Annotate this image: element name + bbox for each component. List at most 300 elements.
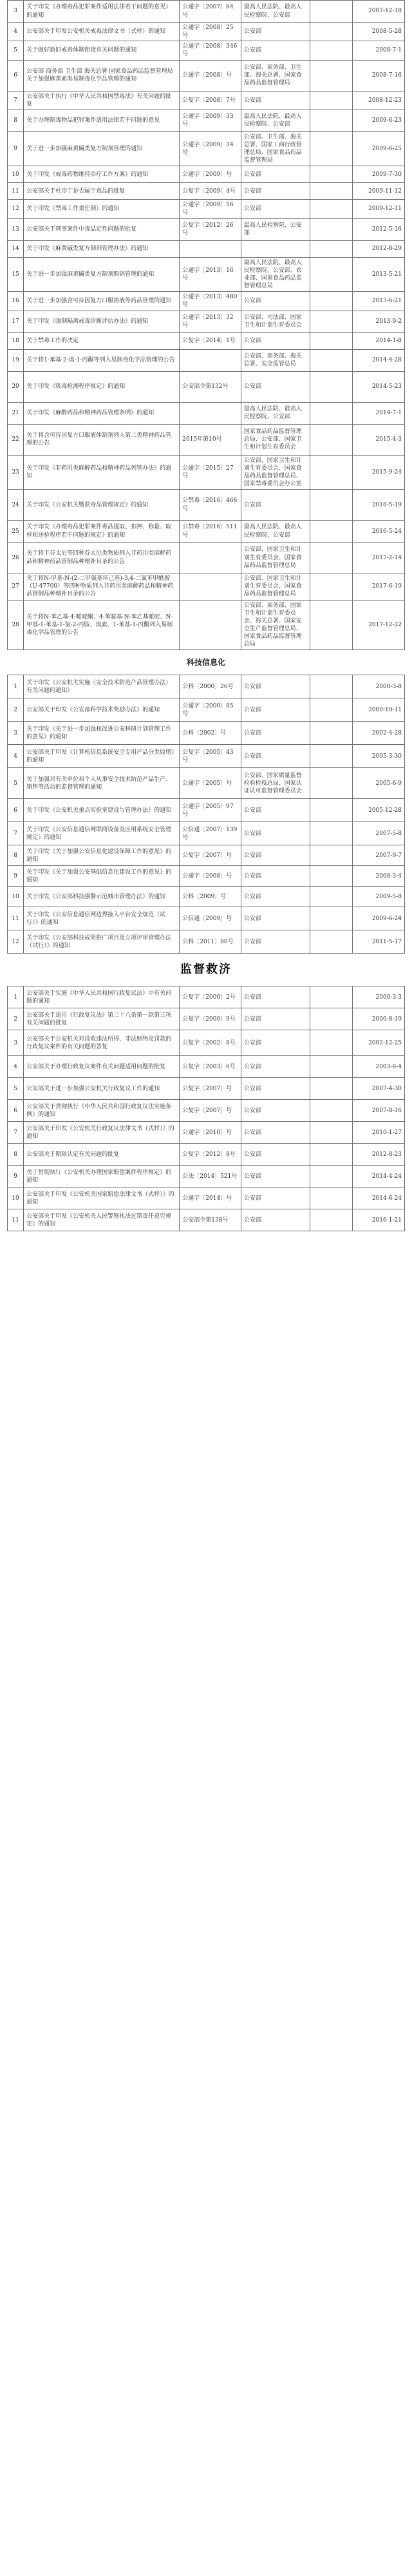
row-title: 关于印发《麻醉药品和精神药品管理条例》的通知 [24,402,180,424]
row-number: 9 [8,866,24,887]
row-issuer: 公安部、商务部、国家卫生和计划生育委员会、海关总署、国家安全生产监督管理总局、国家食品药品监督管理总局 [241,600,310,650]
row-title: 关于办理制毒物品犯罪案件适用法律若干问题的意见 [24,110,180,131]
row-extra [310,23,352,41]
table-row [8,1100,405,1122]
row-number: 2 [8,698,24,722]
row-doc-number: 公复字〔2000〕2号 [180,986,241,1008]
table-row [8,131,405,166]
table-row [8,311,405,332]
row-issuer: 公安部 [241,799,310,822]
row-extra [310,1030,352,1056]
table-row [8,371,405,402]
table-row [8,768,405,799]
row-issuer: 公安部、国家卫生和计划生育委员会、国家食品药品监督管理总局 [241,543,310,573]
row-issuer: 公安部 [241,292,310,311]
row-title: 关于印发《公安机关重点实验室建设与管理办法》的通知 [24,799,180,822]
row-doc-number: 公信通〔2009〕号 [180,907,241,930]
row-doc-number: 公通字〔2015〕27号 [180,455,241,490]
row-date: 2014-1-8 [352,332,404,349]
table-row [8,1056,405,1078]
row-issuer: 公安部 [241,91,310,110]
row-number: 4 [8,745,24,768]
row-title: 公安部关于印发《计算机信息系统安全专用产品分类原则》的通知 [24,745,180,768]
row-number: 4 [8,1056,24,1078]
row-title: 公安部关于印发《公安机关行政复议法律文书（式样）》的通知 [24,1122,180,1144]
row-issuer: 公安部 [241,866,310,887]
row-extra [310,110,352,131]
row-issuer: 公安部、卫生部、海关总署、国家工商行政管理总局、国家食品药品监督管理局 [241,131,310,166]
row-issuer [241,240,310,257]
row-extra [310,349,352,371]
table-row [8,799,405,822]
row-date: 2009-5-8 [352,887,404,907]
row-doc-number [180,402,241,424]
row-date: 2008-5-28 [352,23,404,41]
table-row [8,91,405,110]
table-row [8,455,405,490]
row-number: 9 [8,1166,24,1187]
row-extra [310,183,352,200]
row-number: 5 [8,768,24,799]
row-doc-number: 公复字〔2003〕6号 [180,1056,241,1078]
row-extra [310,543,352,573]
table-row [8,930,405,954]
row-doc-number: 公科〔2009〕号 [180,887,241,907]
row-issuer: 公安部 [241,1078,310,1100]
row-extra [310,822,352,845]
table-row [8,60,405,91]
row-number: 27 [8,573,24,600]
row-issuer: 最高人民法院、最高人民检察院、公安部 [241,402,310,424]
row-number: 11 [8,183,24,200]
row-doc-number: 公法〔2014〕521号 [180,1166,241,1187]
row-number: 26 [8,543,24,573]
row-extra [310,573,352,600]
row-date: 2009-6-24 [352,907,404,930]
row-date: 2014-6-24 [352,1187,404,1209]
section-title-jiandu: 监督救济 [180,963,232,977]
row-doc-number: 公通字〔2009〕33号 [180,110,241,131]
row-number: 6 [8,799,24,822]
table-row [8,349,405,371]
row-extra [310,845,352,866]
table-row [8,600,405,650]
table-row [8,490,405,521]
row-extra [310,490,352,521]
row-doc-number: 公复字〔2000〕9号 [180,1008,241,1030]
row-extra [310,131,352,166]
row-extra [310,1166,352,1187]
row-date: 2009-6-25 [352,131,404,166]
row-title: 公安部关于进一步加强公安机关行政复议工作的通知 [24,1078,180,1100]
row-date: 2015-4-3 [352,424,404,455]
row-title: 关于印发《公安信息通信网联网设备及应用系统安全管理规定》的通知 [24,822,180,845]
row-issuer: 公安部 [241,745,310,768]
row-doc-number: 公通字〔2000〕85号 [180,698,241,722]
row-issuer: 公安部 [241,490,310,521]
row-date: 2005-6-9 [352,768,404,799]
row-title: 关于印发《公安机关实施〈安全技术防范产品管理办法〉有关问题的通知》 [24,675,180,698]
table-row [8,907,405,930]
row-number: 22 [8,424,24,455]
table-row [8,240,405,257]
row-date: 2014-4-28 [352,349,404,371]
row-issuer: 公安部、国家质量监督检验检疫总局、国家认证认可监督管理委员会 [241,768,310,799]
row-number: 1 [8,986,24,1008]
row-doc-number: 公通字〔2009〕56号 [180,200,241,218]
row-title: 关于印发《吸毒检测程序规定》的通知 [24,371,180,402]
row-doc-number: 公复字〔2012〕26号 [180,218,241,240]
table-row [8,1187,405,1209]
row-doc-number: 公科〔2002〕号 [180,722,241,745]
row-date: 2002-4-28 [352,722,404,745]
row-number: 5 [8,1078,24,1100]
row-date: 2015-9-24 [352,455,404,490]
row-date: 2017-6-19 [352,573,404,600]
row-title: 公安部关于印发《公安部科学技术奖励办法》的通知 [24,698,180,722]
row-title: 关于进一步加强含可待因复方口服溶液等药品管理的通知 [24,292,180,311]
row-date: 2000-10-11 [352,698,404,722]
table-row [8,1166,405,1187]
row-extra [310,1056,352,1078]
row-extra [310,907,352,930]
row-number: 6 [8,1100,24,1122]
row-date: 2007-4-30 [352,1078,404,1100]
row-issuer: 国家食品药品监督管理总局、公安部、国家卫生和计划生育委员会 [241,424,310,455]
row-number: 3 [8,1030,24,1056]
row-title: 关于进一步加强麻黄碱类复方制剂管理的通知 [24,131,180,166]
row-doc-number [180,600,241,650]
row-doc-number: 公通字〔2013〕16号 [180,257,241,292]
section-title-keji: 科技信息化 [186,658,225,668]
row-number: 7 [8,91,24,110]
row-number: 24 [8,490,24,521]
row-issuer: 公安部 [241,166,310,183]
row-date: 2009-7-30 [352,166,404,183]
row-issuer: 公安部 [241,1209,310,1231]
row-extra [310,1,352,23]
row-number: 16 [8,292,24,311]
row-title: 公安部关于杜冷丁是否属于毒品的批复 [24,183,180,200]
table-row [8,1008,405,1030]
row-title: 关于加强对有关单位和个人从事安全技术防范产品生产、销售等活动的监督管理的通知 [24,768,180,799]
row-title: 关于将N-苯乙基-4-哌啶酮、4-苯胺基-N-苯乙基哌啶、N-甲基-1-苯基-1-氯-2-丙胺、溴素、1-苯基-1-丙酮列入易制毒化学品管理的公告 [24,600,180,650]
row-title: 关于禁毒工作的决定 [24,332,180,349]
row-extra [310,257,352,292]
row-title: 关于印发《关于加强公安基础信息化建设工作的意见》的通知 [24,866,180,887]
row-extra [310,887,352,907]
row-number: 28 [8,600,24,650]
table-row [8,257,405,292]
row-extra [310,799,352,822]
row-extra [310,1144,352,1166]
table-row [8,1,405,23]
row-doc-number [180,349,241,371]
table-row [8,543,405,573]
row-doc-number: 公通字〔2005〕号 [180,768,241,799]
row-number: 20 [8,371,24,402]
row-extra [310,600,352,650]
row-title: 关于印发《禁毒工作责任制》的通知 [24,200,180,218]
row-issuer: 公安部 [241,845,310,866]
row-number: 8 [8,1144,24,1166]
row-doc-number: 公通字〔2008〕号 [180,866,241,887]
row-number: 23 [8,455,24,490]
row-number: 6 [8,60,24,91]
row-number: 7 [8,822,24,845]
regulation-table-drug-control [7,0,405,650]
regulation-table-keji [7,675,405,954]
row-extra [310,1100,352,1122]
row-date: 2012-5-16 [352,218,404,240]
row-date: 2014-4-24 [352,1166,404,1187]
table-row [8,675,405,698]
row-title: 关于印发《办理毒品犯罪案件适用法律若干问题的意见》的通知 [24,1,180,23]
table-row [8,698,405,722]
regulation-table-jiandu [7,986,405,1231]
row-doc-number: 公安部令第138号 [180,1209,241,1231]
row-number: 4 [8,23,24,41]
row-extra [310,371,352,402]
row-date: 2009-11-12 [352,183,404,200]
table-row [8,1078,405,1100]
row-date: 2016-1-21 [352,1209,404,1231]
row-title: 关于印发《戒毒药物维持治疗工作方案》的通知 [24,166,180,183]
row-issuer: 公安部、司法部、国家卫生和计划生育委员会 [241,311,310,332]
row-title: 关于印发《办理毒品犯罪案件毒品提取、扣押、称量、取样和送检程序若干问题的规定》的通知 [24,521,180,543]
row-doc-number: 2015年第10号 [180,424,241,455]
row-title: 公安部关于印发公安机关戒毒法律文书（式样）的通知 [24,23,180,41]
row-extra [310,240,352,257]
row-date: 2007-12-18 [352,1,404,23]
row-doc-number [180,543,241,573]
row-title: 公安部关于贯彻执行《中华人民共和国行政复议法实施条例》的通知 [24,1100,180,1122]
row-date: 2010-1-27 [352,1122,404,1144]
row-issuer: 公安部 [241,1100,310,1122]
row-number: 21 [8,402,24,424]
row-title: 公安部关于适用《行政复议法》第二十八条第一款第三项有关问题的批复 [24,1008,180,1030]
row-number: 3 [8,1,24,23]
table-row [8,722,405,745]
row-date: 2014-7-1 [352,402,404,424]
row-issuer: 公安部 [241,675,310,698]
row-number: 12 [8,200,24,218]
table-row [8,1030,405,1056]
row-date: 2007-8-16 [352,1100,404,1122]
row-title: 关于将卡芬太尼等四种芬太尼类物质列入非药用类麻醉药品和精神药品管制品种增补目录的公告 [24,543,180,573]
row-number: 10 [8,1187,24,1209]
row-date: 2009-12-11 [352,200,404,218]
row-date: 2002-12-25 [352,1030,404,1056]
row-issuer: 公安部 [241,1008,310,1030]
row-title: 公安部关于印发《公安机关人民警察执法过错责任追究规定》的通知 [24,1209,180,1231]
row-doc-number: 公复字〔2007〕号 [180,1078,241,1100]
row-issuer: 最高人民法院、最高人民检察院、公安部 [241,110,310,131]
row-issuer: 公安部 [241,722,310,745]
row-title: 公安部关于办理行政复议案件有关问题适用问题的批复 [24,1056,180,1078]
row-number: 5 [8,41,24,60]
row-date: 2013-9-2 [352,311,404,332]
row-issuer: 最高人民检察院、公安部 [241,218,310,240]
row-doc-number: 公信通〔2007〕139号 [180,822,241,845]
row-number: 9 [8,131,24,166]
table-row [8,424,405,455]
row-issuer: 公安部 [241,371,310,402]
row-issuer: 公安部、商务部、卫生部、海关总署、国家食品药品监督管理局 [241,60,310,91]
row-extra [310,745,352,768]
row-issuer: 公安部 [241,907,310,930]
table-row [8,986,405,1008]
row-date: 2011-5-17 [352,930,404,954]
table-row [8,521,405,543]
row-title: 公安部关于刑事案件中毒品定性问题的批复 [24,218,180,240]
row-extra [310,424,352,455]
row-title: 关于印发《公安部科技成果推广项目及立项评审管理办法（试行）》的通知 [24,930,180,954]
row-date: 2008-7-1 [352,41,404,60]
row-date: 2016-5-19 [352,490,404,521]
row-date: 2012-8-23 [352,1144,404,1166]
row-doc-number [180,573,241,600]
row-issuer: 公安部 [241,41,310,60]
row-issuer: 公安部 [241,822,310,845]
row-title: 关于将N-甲基-N-(2-二甲氨基环己基)-3,4-二氯苯甲酰胺（U-47700）等四种物质列入非药用类麻醉药品和精神药品管制品种增补目录的公告 [24,573,180,600]
row-doc-number: 公复字〔2005〕43号 [180,745,241,768]
row-number: 12 [8,930,24,954]
row-doc-number: 公通字〔2008〕25号 [180,23,241,41]
table-row [8,573,405,600]
row-extra [310,218,352,240]
row-issuer: 公安部、商务部、海关总署、安全监管总局 [241,349,310,371]
row-date: 2008-12-23 [352,91,404,110]
row-doc-number: 公通字〔2013〕480号 [180,292,241,311]
row-date: 2005-3-30 [352,745,404,768]
table-row [8,200,405,218]
row-extra [310,200,352,218]
row-extra [310,521,352,543]
row-doc-number: 公通字〔2013〕32号 [180,311,241,332]
row-extra [310,60,352,91]
row-extra [310,866,352,887]
row-issuer: 公安部 [241,1166,310,1187]
table-row [8,822,405,845]
row-issuer: 公安部 [241,698,310,722]
row-number: 18 [8,332,24,349]
row-extra [310,698,352,722]
row-number: 14 [8,240,24,257]
row-number: 10 [8,887,24,907]
row-title: 关于印发《关于加强公安信息化建设保障工作的意见》的通知 [24,845,180,866]
row-extra [310,722,352,745]
row-date: 2007-9-7 [352,845,404,866]
row-issuer: 公安部 [241,200,310,218]
row-doc-number: 公科〔2011〕80号 [180,930,241,954]
table-row [8,1144,405,1166]
row-number: 8 [8,110,24,131]
row-doc-number: 公复字〔2007〕号 [180,1100,241,1122]
table-row [8,23,405,41]
row-number: 11 [8,1209,24,1231]
row-doc-number: 公复字〔2014〕1号 [180,332,241,349]
row-number: 17 [8,311,24,332]
row-number: 15 [8,257,24,292]
row-doc-number: 公通字〔2008〕号 [180,60,241,91]
row-issuer: 公安部、国家卫生和计划生育委员会、国家食品药品监督管理总局 [241,573,310,600]
row-date: 2000-3-3 [352,986,404,1008]
row-title: 公安部关于实施《中华人民共和国行政复议法》中有关问题的通知 [24,986,180,1008]
row-date: 2008-3-4 [352,866,404,887]
row-issuer: 公安部 [241,1144,310,1166]
row-title: 公安部关于期限认定有关问题的批复 [24,1144,180,1166]
table-row [8,1122,405,1144]
row-extra [310,1187,352,1209]
row-issuer: 最高人民法院、最高人民检察院、公安部 [241,1,310,23]
table-row [8,110,405,131]
row-doc-number: 公通字〔2005〕97号 [180,799,241,822]
row-number: 8 [8,845,24,866]
table-row [8,1209,405,1231]
row-doc-number: 公科〔2000〕26号 [180,675,241,698]
row-number: 19 [8,349,24,371]
row-extra [310,986,352,1008]
table-row [8,402,405,424]
table-row [8,332,405,349]
row-date: 2003-6-4 [352,1056,404,1078]
row-date: 2007-5-8 [352,822,404,845]
row-issuer: 公安部 [241,1122,310,1144]
row-title: 关于印发《公安部科技强警示范城市管理办法》的通知 [24,887,180,907]
row-issuer: 公安部 [241,23,310,41]
row-issuer: 最高人民法院、最高人民检察院、公安部 [241,521,310,543]
row-title: 关于印发《麻黄碱类复方制剂管理办法》的通知 [24,240,180,257]
row-date: 2014-5-23 [352,371,404,402]
row-title: 公安部关于执行《中华人民共和国禁毒法》有关问题的批复 [24,91,180,110]
row-number: 25 [8,521,24,543]
row-doc-number: 公禁毒〔2016〕511号 [180,521,241,543]
row-title: 关于印发《关于进一步加强和改进公安科研计划管理工作的意见》的通知 [24,722,180,745]
row-doc-number: 公通字〔2014〕号 [180,1187,241,1209]
table-row [8,218,405,240]
row-doc-number: 公通字〔2009〕34号 [180,131,241,166]
row-extra [310,675,352,698]
row-extra [310,292,352,311]
row-title: 公安部关于公安机关对没收违法所得、非法财物及罚款的行政复议案件的有关问题的答复 [24,1030,180,1056]
row-extra [310,1122,352,1144]
row-title: 关于做好新旧戒毒体制衔接有关问题的通知 [24,41,180,60]
row-title: 关于将含可待因复方口服液体制剂列入第二类精神药品管理的公告 [24,424,180,455]
row-issuer: 公安部 [241,887,310,907]
row-issuer: 公安部 [241,986,310,1008]
row-doc-number: 公复字〔2008〕7号 [180,91,241,110]
row-number: 1 [8,675,24,698]
row-doc-number: 公通字〔2007〕84号 [180,1,241,23]
row-issuer: 公安部 [241,332,310,349]
row-extra [310,768,352,799]
row-extra [310,311,352,332]
row-issuer: 公安部、国家卫生和计划生育委员会、国家食品药品监督管理总局、国家禁毒委员会办公室 [241,455,310,490]
row-extra [310,166,352,183]
row-title: 公安部关于印发《公安机关国家赔偿法律文书（式样）》的通知 [24,1187,180,1209]
table-row [8,887,405,907]
row-date: 2005-12-28 [352,799,404,822]
row-date: 2017-2-14 [352,543,404,573]
row-doc-number: 公禁毒〔2016〕466号 [180,490,241,521]
table-row [8,745,405,768]
table-row [8,866,405,887]
row-title: 公安部 商务部 卫生部 海关总署 国家食品药品监督管理局关于加强麻黄素类易制毒化学品管理的通知 [24,60,180,91]
row-extra [310,1008,352,1030]
row-doc-number [180,240,241,257]
document-page [0,0,412,1231]
